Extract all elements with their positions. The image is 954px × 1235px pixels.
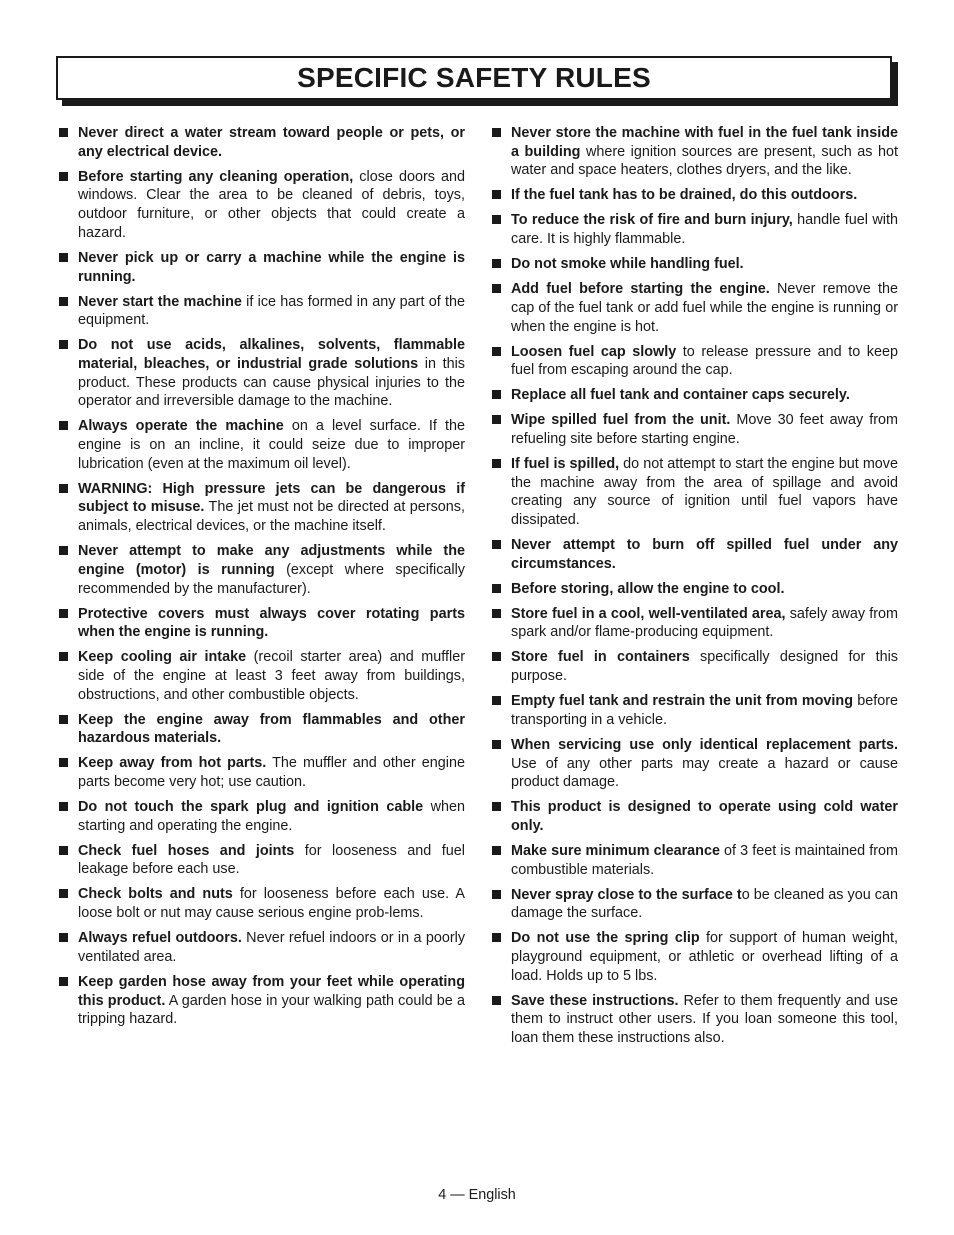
rule-item [489, 842, 898, 879]
square-bullet-icon [492, 215, 501, 224]
rule-item [489, 280, 898, 336]
rule-item [489, 929, 898, 985]
rule-item [489, 411, 898, 448]
right-column [489, 124, 898, 1054]
rule-item [489, 455, 898, 530]
rule-bold-text: Loosen fuel cap slowly [511, 343, 677, 360]
rule-bold-text: To reduce the risk of fire and burn injury, [511, 212, 793, 229]
rule-item [56, 754, 465, 791]
square-bullet-icon [59, 546, 68, 555]
rule-text: handle fuel with care. It is highly flammable. [511, 212, 898, 248]
rule-bold-text: Check fuel hoses and joints [78, 842, 295, 859]
rule-item [489, 255, 898, 274]
square-bullet-icon [492, 390, 501, 399]
square-bullet-icon [492, 652, 501, 661]
rule-item [489, 692, 898, 729]
rule-item [56, 605, 465, 642]
rule-bold-text: Before starting any cleaning operation, [78, 168, 354, 185]
square-bullet-icon [492, 540, 501, 549]
rule-item [489, 886, 898, 923]
rule-item [56, 648, 465, 704]
rule-item [56, 542, 465, 598]
rule-text: A garden hose in your walking path could be a tripping hazard. [78, 992, 465, 1028]
rule-bold-text: Replace all fuel tank and container caps securely. [511, 387, 850, 404]
rule-bold-text: When servicing use only identical replacement parts. [511, 736, 898, 753]
rule-bold-text: Never store the machine with fuel in the fuel tank inside a building [511, 125, 898, 160]
square-bullet-icon [492, 696, 501, 705]
rule-item [56, 929, 465, 966]
rule-bold-text: Keep cooling air intake [78, 649, 247, 666]
rule-bold-text: If the fuel tank has to be drained, do this outdoors. [511, 187, 858, 204]
rule-item [489, 798, 898, 835]
square-bullet-icon [492, 846, 501, 855]
rule-item [56, 168, 465, 243]
rule-bold-text: Never attempt to burn off spilled fuel under any circumstances. [511, 537, 898, 572]
rule-bold-text: Wipe spilled fuel from the unit. [511, 412, 731, 429]
rule-text: to release pressure and to keep fuel from escaping around the cap. [511, 343, 898, 379]
square-bullet-icon [59, 297, 68, 306]
rule-bold-text: If fuel is spilled, [511, 455, 620, 472]
square-bullet-icon [492, 609, 501, 618]
rule-bold-text: Make sure minimum clearance [511, 842, 720, 859]
square-bullet-icon [492, 415, 501, 424]
rule-item [56, 124, 465, 161]
right-rules-list [489, 124, 898, 1048]
rule-text: in this product. These products can cause physical injuries to the operator and irreversible damage to the machine. [78, 355, 465, 410]
rule-text: close doors and windows. Clear the area to be cleaned of debris, toys, outdoor furniture, or other objects that could create a hazard. [78, 168, 465, 241]
rule-text: (except where specifically recommended by the manufacturer). [78, 561, 465, 597]
rule-bold-text: Before storing, allow the engine to cool. [511, 580, 785, 597]
title-box [56, 56, 892, 100]
rule-text: The jet must not be directed at persons, animals, electrical devices, or the machine itself. [78, 499, 466, 535]
square-bullet-icon [492, 802, 501, 811]
square-bullet-icon [492, 190, 501, 199]
square-bullet-icon [59, 715, 68, 724]
rule-bold-text: Do not smoke while handling fuel. [511, 256, 744, 273]
rule-text: Never remove the cap of the fuel tank or add fuel while the engine is running or when the engine is hot. [511, 281, 898, 335]
page-footer: 4 — English [438, 1187, 516, 1203]
rule-bold-text: Protective covers must always cover rotating parts when the engine is running. [78, 605, 465, 641]
rule-item [56, 417, 465, 473]
rule-item [489, 992, 898, 1048]
square-bullet-icon [492, 259, 501, 268]
rule-bold-text: Do not use the spring clip [511, 930, 700, 947]
rule-text: Use of any other parts may create a hazard or cause product damage. [511, 755, 898, 791]
rule-bold-text: Never attempt to make any adjustments while the engine (motor) is running [78, 543, 465, 578]
rule-bold-text: Do not touch the spark plug and ignition cable [78, 799, 424, 816]
square-bullet-icon [59, 977, 68, 986]
left-column [56, 124, 465, 1035]
rule-bold-text: Keep the engine away from flammables and other hazardous materials. [78, 711, 465, 747]
square-bullet-icon [59, 758, 68, 767]
rule-bold-text: Empty fuel tank and restrain the unit from moving [511, 693, 854, 710]
rule-bold-text: Never direct a water stream toward people or pets, or any electrical device. [78, 125, 465, 160]
square-bullet-icon [59, 484, 68, 493]
rule-text: for looseness before each use. A loose bolt or nut may cause serious engine prob-lems. [78, 886, 465, 922]
rule-text: for support of human weight, playground equipment, or athletic or overhead lifting of a load. Holds up to 5 lbs. [511, 930, 898, 984]
rule-bold-text: Always operate the machine [78, 418, 284, 435]
rule-text: Never refuel indoors or in a poorly ventilated area. [78, 930, 466, 965]
rule-item [489, 605, 898, 642]
page-title-banner [56, 56, 892, 100]
rule-bold-text: Do not use acids, alkalines, solvents, flammable material, bleaches, or industrial grade solutions [78, 337, 465, 372]
rule-bold-text: Save these instructions. [511, 992, 679, 1009]
rule-text: before transporting in a vehicle. [511, 693, 898, 728]
rule-bold-text: Store fuel in a cool, well-ventilated area, [511, 605, 786, 622]
rule-item [489, 386, 898, 405]
rule-item [56, 336, 465, 411]
rule-item [489, 648, 898, 685]
rule-item [56, 842, 465, 879]
rule-item [56, 711, 465, 748]
square-bullet-icon [59, 846, 68, 855]
rule-item [489, 211, 898, 248]
page-title: SPECIFIC SAFETY RULES [297, 62, 651, 93]
rule-text: when starting and operating the engine. [78, 799, 465, 834]
rule-bold-text: Keep away from hot parts. [78, 755, 267, 772]
rule-item [489, 186, 898, 205]
rule-text: The muffler and other engine parts become very hot; use caution. [78, 755, 465, 791]
rule-text: for looseness and fuel leakage before each use. [78, 842, 465, 878]
rule-bold-text: Never pick up or carry a machine while the engine is running. [78, 249, 465, 285]
square-bullet-icon [492, 459, 501, 468]
rule-bold-text: Check bolts and nuts [78, 886, 233, 903]
square-bullet-icon [59, 802, 68, 811]
rule-text: of 3 feet is maintained from combustible materials. [511, 842, 898, 878]
square-bullet-icon [59, 652, 68, 661]
rule-item [56, 973, 465, 1029]
rule-text: specifically designed for this purpose. [511, 649, 899, 685]
rule-text: o be cleaned as you can damage the surface. [511, 886, 899, 922]
rule-bold-text: Always refuel outdoors. [78, 930, 242, 947]
rule-text: do not attempt to start the engine but move the machine away from the area of spillage and avoid creating any source of ignition until fuel vapors have dissipated. [511, 455, 899, 529]
square-bullet-icon [59, 609, 68, 618]
square-bullet-icon [59, 889, 68, 898]
square-bullet-icon [59, 340, 68, 349]
rule-bold-text: Add fuel before starting the engine. [511, 281, 770, 298]
rule-item [489, 124, 898, 180]
rule-item [489, 580, 898, 599]
square-bullet-icon [59, 421, 68, 430]
rule-bold-text: This product is designed to operate using cold water only. [511, 799, 898, 834]
rule-bold-text: Store fuel in containers [511, 649, 690, 666]
square-bullet-icon [492, 584, 501, 593]
rule-item [56, 293, 465, 330]
rule-text: where ignition sources are present, such as hot water and space heaters, clothes dryers, and the like. [511, 143, 898, 179]
square-bullet-icon [492, 284, 501, 293]
rule-text: on a level surface. If the engine is on an incline, it could seize due to improper lubrication (even at the maximum oil level). [78, 418, 465, 472]
rule-text: Refer to them frequently and use them to instruct other users. If you loan someone this tool, loan them these instructions also. [511, 992, 898, 1047]
square-bullet-icon [59, 172, 68, 181]
rule-text: (recoil starter area) and muffler side of the engine at least 3 feet away from buildings, obstructions, and other combustible objects. [78, 649, 465, 703]
square-bullet-icon [59, 933, 68, 942]
rule-item [56, 885, 465, 922]
rule-item [56, 249, 465, 286]
rule-text: Move 30 feet away from refueling site before starting engine. [511, 412, 898, 447]
square-bullet-icon [492, 740, 501, 749]
rule-bold-text: WARNING: High pressure jets can be dangerous if subject to misuse. [78, 480, 465, 516]
rule-item [489, 736, 898, 792]
square-bullet-icon [492, 347, 501, 356]
left-rules-list [56, 124, 465, 1029]
rule-item [489, 536, 898, 573]
square-bullet-icon [492, 890, 501, 899]
rule-bold-text: Keep garden hose away from your feet while operating this product. [78, 973, 465, 1009]
square-bullet-icon [492, 933, 501, 942]
square-bullet-icon [59, 253, 68, 262]
square-bullet-icon [492, 128, 501, 137]
rule-bold-text: Never start the machine [78, 293, 242, 310]
rule-item [56, 480, 465, 536]
rule-text: safely away from spark and/or flame-producing equipment. [511, 605, 899, 641]
rule-text: if ice has formed in any part of the equipment. [78, 293, 465, 329]
rule-bold-text: Never spray close to the surface t [511, 886, 742, 903]
rule-item [489, 343, 898, 380]
square-bullet-icon [59, 128, 68, 137]
square-bullet-icon [492, 996, 501, 1005]
rule-item [56, 798, 465, 835]
